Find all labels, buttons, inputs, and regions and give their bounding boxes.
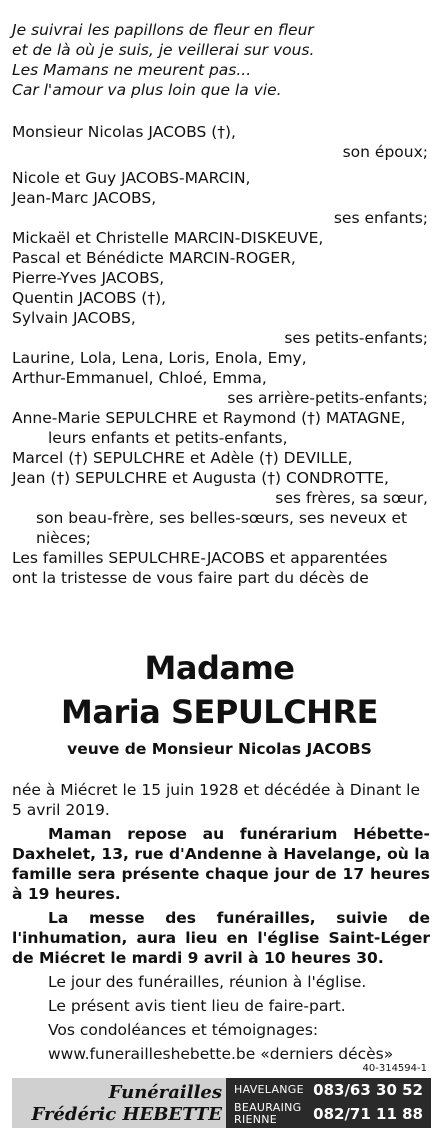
brand-line: Frédéric HEBETTE bbox=[31, 1104, 222, 1125]
spouse-role: son époux; bbox=[342, 143, 428, 161]
deceased-name: Maria SEPULCHRE bbox=[61, 693, 378, 731]
condolences-info: Vos condoléances et témoignages: bbox=[48, 1021, 319, 1039]
funerarium-info: Maman repose au funérarium Hébette-Daxhelet, 13, rue d'Andenne à Havelange, où la famille sera présente chaque jour de 17 heures à 19 heures. bbox=[12, 825, 430, 903]
phone-havelange[interactable]: 083/63 30 52 bbox=[313, 1081, 423, 1099]
child-name: Jean-Marc JACOBS, bbox=[12, 189, 157, 207]
brand-line: Funérailles bbox=[108, 1082, 222, 1103]
mass-info: La messe des funérailles, suivie de l'inhumation, aura lieu en l'église Saint-Léger de Miécret le mardi 9 avril à 10 heures 30. bbox=[12, 909, 430, 967]
poem-line: Je suivrai les papillons de fleur en fleur bbox=[12, 21, 314, 39]
in-laws: son beau-frère, ses belles-sœurs, ses neveux et nièces; bbox=[36, 509, 408, 547]
announcement-line: ont la tristesse de vous faire part du décès de bbox=[12, 569, 369, 587]
poem-line: Les Mamans ne meurent pas... bbox=[12, 61, 252, 79]
grandchild-name: Mickaël et Christelle MARCIN-DISKEUVE, bbox=[12, 229, 324, 247]
spouse-name: Monsieur Nicolas JACOBS (†), bbox=[12, 123, 236, 141]
reunion-info: Le jour des funérailles, réunion à l'église. bbox=[48, 973, 367, 991]
sibling-name: Anne-Marie SEPULCHRE et Raymond (†) MATAGNE, bbox=[12, 409, 406, 427]
sibling-descendants: leurs enfants et petits-enfants, bbox=[48, 429, 288, 447]
widow-of: veuve de Monsieur Nicolas JACOBS bbox=[67, 740, 372, 758]
poem bbox=[12, 20, 432, 100]
location-rienne: RIENNE bbox=[234, 1113, 278, 1126]
grandchildren-role: ses petits-enfants; bbox=[284, 329, 428, 347]
poem-line: Car l'amour va plus loin que la vie. bbox=[12, 81, 282, 99]
siblings-role: ses frères, sa sœur, bbox=[275, 489, 428, 507]
families-line: Les familles SEPULCHRE-JACOBS et apparentées bbox=[12, 549, 388, 567]
grandchild-name: Pierre-Yves JACOBS, bbox=[12, 269, 165, 287]
details bbox=[12, 780, 430, 1068]
funeral-home-banner bbox=[12, 1078, 431, 1128]
deceased-title: Madame bbox=[144, 649, 295, 687]
grandchild-name: Sylvain JACOBS, bbox=[12, 309, 136, 327]
great-grandchildren-names: Arthur-Emmanuel, Chloé, Emma, bbox=[12, 369, 267, 387]
location-havelange: HAVELANGE bbox=[234, 1083, 304, 1096]
sibling-name: Marcel (†) SEPULCHRE et Adèle (†) DEVILLE, bbox=[12, 449, 353, 467]
reference-number: 40-314594-1 bbox=[362, 1063, 427, 1074]
grandchild-name: Quentin JACOBS (†), bbox=[12, 289, 167, 307]
deceased-heading bbox=[0, 646, 439, 734]
grandchild-name: Pascal et Bénédicte MARCIN-ROGER, bbox=[12, 249, 296, 267]
great-grandchildren-names: Laurine, Lola, Lena, Loris, Enola, Emy, bbox=[12, 349, 307, 367]
family-list bbox=[12, 122, 432, 588]
funeral-home-brand bbox=[12, 1082, 222, 1126]
phone-beauraing[interactable]: 082/71 11 88 bbox=[313, 1105, 423, 1123]
child-name: Nicole et Guy JACOBS-MARCIN, bbox=[12, 169, 251, 187]
poem-line: et de là où je suis, je veillerai sur vous. bbox=[12, 41, 315, 59]
location-beauraing: BEAURAING bbox=[234, 1101, 302, 1114]
children-role: ses enfants; bbox=[333, 209, 428, 227]
phone-panel bbox=[226, 1078, 431, 1128]
website-link[interactable]: www.funerailleshebette.be «derniers décès» bbox=[48, 1045, 394, 1063]
great-grandchildren-role: ses arrière-petits-enfants; bbox=[227, 389, 428, 407]
birth-death: née à Miécret le 15 juin 1928 et décédée à Dinant le 5 avril 2019. bbox=[12, 781, 421, 819]
sibling-name: Jean (†) SEPULCHRE et Augusta (†) CONDROTTE, bbox=[12, 469, 389, 487]
faire-part-info: Le présent avis tient lieu de faire-part. bbox=[48, 997, 346, 1015]
